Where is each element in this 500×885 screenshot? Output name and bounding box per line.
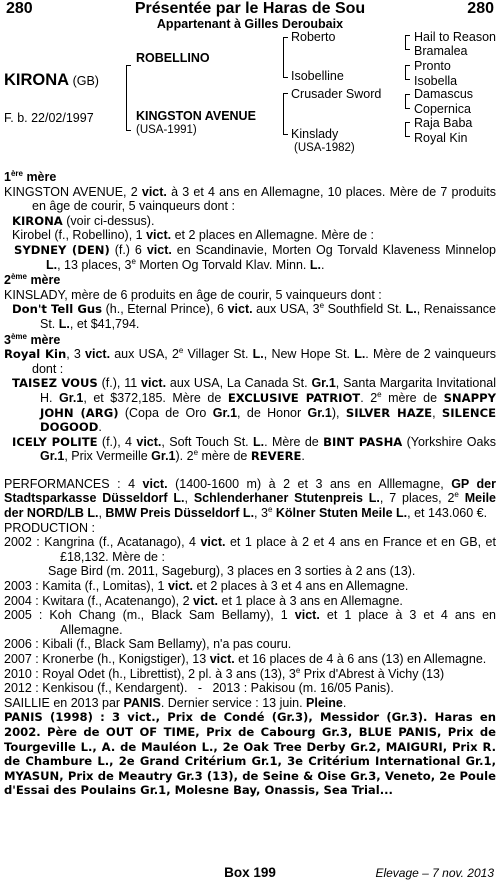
second-dam-dtg: Don't Tell Gus (h., Eternal Prince), 6 vict. aux USA, 3e Southfield St. L., Renaissance St. L., et $41,794.: [12, 301, 497, 331]
dam-sire: Crusader Sword: [291, 87, 382, 101]
production-2010: 2010 : Royal Odet (h., Librettist), 2 pl. à 3 ans (13), 3e Prix d'Abrest à Vichy (13): [4, 665, 445, 681]
g3-sss: Hail to Reason: [414, 30, 496, 44]
third-dam-intro: Royal Kin, 3 vict. aux USA, 2e Villager St. L., New Hope St. L.. Mère de 2 vainqueurs dont :: [4, 345, 497, 376]
g3-sds: Pronto: [414, 59, 451, 73]
performances: PERFORMANCES : 4 vict. (1400-1600 m) à 2 et 3 ans en Alllemagne, GP der Stadtsparkasse Düsseldorf L., Schlenderhaner Stutenpreis L., 7 places, 2e Meile der NORD/LB L., BMW Preis Düsseldorf L., 3e Kölner Stuten Meile L., et 143.060 €.: [4, 476, 496, 521]
owner-line: Appartenant à Gilles Deroubaix: [156, 17, 344, 31]
third-dam-heading: 3ème mère: [4, 331, 61, 347]
box-number: Box 199: [224, 865, 276, 881]
production-2004: 2004 : Kwitara (f., Acatenango), 2 vict. et 1 place à 3 ans en Allemagne.: [4, 593, 403, 608]
dam-name: KINGSTON AVENUE: [136, 109, 256, 123]
bracket-g3-1: [405, 35, 410, 50]
bracket-g3-2: [405, 65, 410, 80]
g3-ssd: Bramalea: [414, 44, 468, 58]
horse-name-line: [4, 73, 99, 88]
g3-dsd: Copernica: [414, 102, 471, 116]
horse-name: KIRONA: [4, 71, 70, 89]
production-2003: 2003 : Kamita (f., Lomitas), 1 vict. et 2 places à 3 et 4 ans en Allemagne.: [4, 579, 409, 594]
first-dam-heading: 1ère mère: [4, 168, 57, 184]
production-label: PRODUCTION :: [4, 520, 95, 535]
bracket-gen1: [126, 65, 131, 131]
bracket-g3-3: [405, 94, 410, 109]
edition-label: Elevage – 7 nov. 2013: [375, 866, 494, 881]
production-sage: Sage Bird (m. 2011, Sageburg), 3 places en 3 sorties à 2 ans (13).: [48, 564, 416, 579]
horse-birth: F. b. 22/02/1997: [4, 111, 94, 125]
sire-sire: Roberto: [291, 30, 336, 44]
page-header: [4, 0, 496, 18]
pedigree-chart: [4, 31, 496, 169]
first-dam-kirobel: Kirobel (f., Robellino), 1 vict. et 2 places en Allemagne. Mère de :: [12, 228, 375, 243]
first-dam-sydney: SYDNEY (DEN) (f.) 6 vict. en Scandinavie, Morten Og Torvald Klaveness Minnelop L., 13 places, 3e Morten Og Torvald Klav. Minn. L..: [14, 242, 496, 272]
g3-sdd: Isobella: [414, 74, 458, 88]
second-dam-heading: 2ème mère: [4, 272, 61, 288]
g3-dss: Damascus: [414, 87, 474, 101]
sire-dam: Isobelline: [291, 69, 344, 83]
third-dam-icely: ICELY POLITE (f.), 4 vict., Soft Touch St. L.. Mère de BINT PASHA (Yorkshire Oaks Gr.1, Prix Vermeille Gr.1). 2e mère de REVERE.: [12, 434, 496, 464]
g3-ddd: Royal Kin: [414, 131, 468, 145]
dam-dam-origin: (USA-1982): [294, 142, 355, 154]
production-2002: 2002 : Kangrina (f., Acatanago), 4 vict. et 1 place à 2 et 4 ans en France et en GB, et £18,132. Mère de :: [4, 535, 496, 564]
third-dam-taisez: TAISEZ VOUS (f.), 11 vict. aux USA, La Canada St. Gr.1, Santa Margarita Invitational H. Gr.1, et $372,185. Mère de EXCLUSIVE PATRIOT. 2e mère de SNAPPY JOHN (ARG) (Copa de Oro Gr.1, de Honor Gr.1), SILVER HAZE, SILENCE DOGOOD.: [12, 376, 497, 435]
production-2006: 2006 : Kibali (f., Black Sam Bellamy), n'a pas couru.: [4, 637, 292, 652]
bracket-g3-4: [405, 122, 410, 137]
first-dam-intro: KINGSTON AVENUE, 2 vict. à 3 et 4 ans en Allemagne, 10 places. Mère de 7 produits en âge de courir, 5 vainqueurs dont :: [4, 184, 496, 214]
second-dam-intro: KINSLADY, mère de 6 produits en âge de courir, 5 vainqueurs dont :: [4, 287, 382, 302]
g3-dds: Raja Baba: [414, 116, 473, 130]
saillie: SAILLIE en 2013 par PANIS. Dernier service : 13 juin. Pleine.: [4, 695, 347, 710]
dam-dam: Kinslady: [291, 127, 339, 141]
bracket-dam: [283, 93, 288, 135]
page-title: Présentée par le Haras de Sou: [134, 0, 366, 17]
sire-name: ROBELLINO: [136, 51, 210, 65]
production-2007: 2007 : Kronerbe (h., Konigstiger), 13 vict. et 16 places de 4 à 6 ans (13) en Allemagne.: [4, 652, 487, 666]
bracket-sire: [283, 37, 288, 78]
first-dam-kirona: KIRONA (voir ci-dessus).: [12, 213, 155, 228]
panis-note: PANIS (1998) : 3 vict., Prix de Condé (Gr.3), Messidor (Gr.3). Haras en 2002. Père de OUT OF TIME, Prix de Cabourg Gr.3, BLUE PANIS, Prix de Tourgeville L., A. de Mauléon L., 2e Oak Tree Derby Gr.2, MAIGURI, Prix R. de Chambure L., 2e Grand Critérium Gr.1, 3e Critérium International Gr.1, MYASUN, Prix de Meautry Gr.3 (13), de Seine & Oise Gr.3, Veneto, 2e Poule d'Essai des Poulains Gr.1, Molesne Bay, Onassis, Sea Trial...: [4, 710, 496, 798]
page-footer: [0, 865, 500, 881]
horse-origin: (GB): [72, 74, 99, 88]
production-2005: 2005 : Koh Chang (m., Black Sam Bellamy), 1 vict. et 1 place à 3 et 4 ans en Allemagne.: [4, 608, 497, 637]
page-number-right: 280: [467, 0, 494, 17]
dam-origin: (USA-1991): [136, 124, 197, 136]
page-number-left: 280: [6, 0, 33, 17]
production-2012: 2012 : Kenkisou (f., Kendargent). - 2013 : Pakisou (m. 16/05 Panis).: [4, 681, 394, 696]
